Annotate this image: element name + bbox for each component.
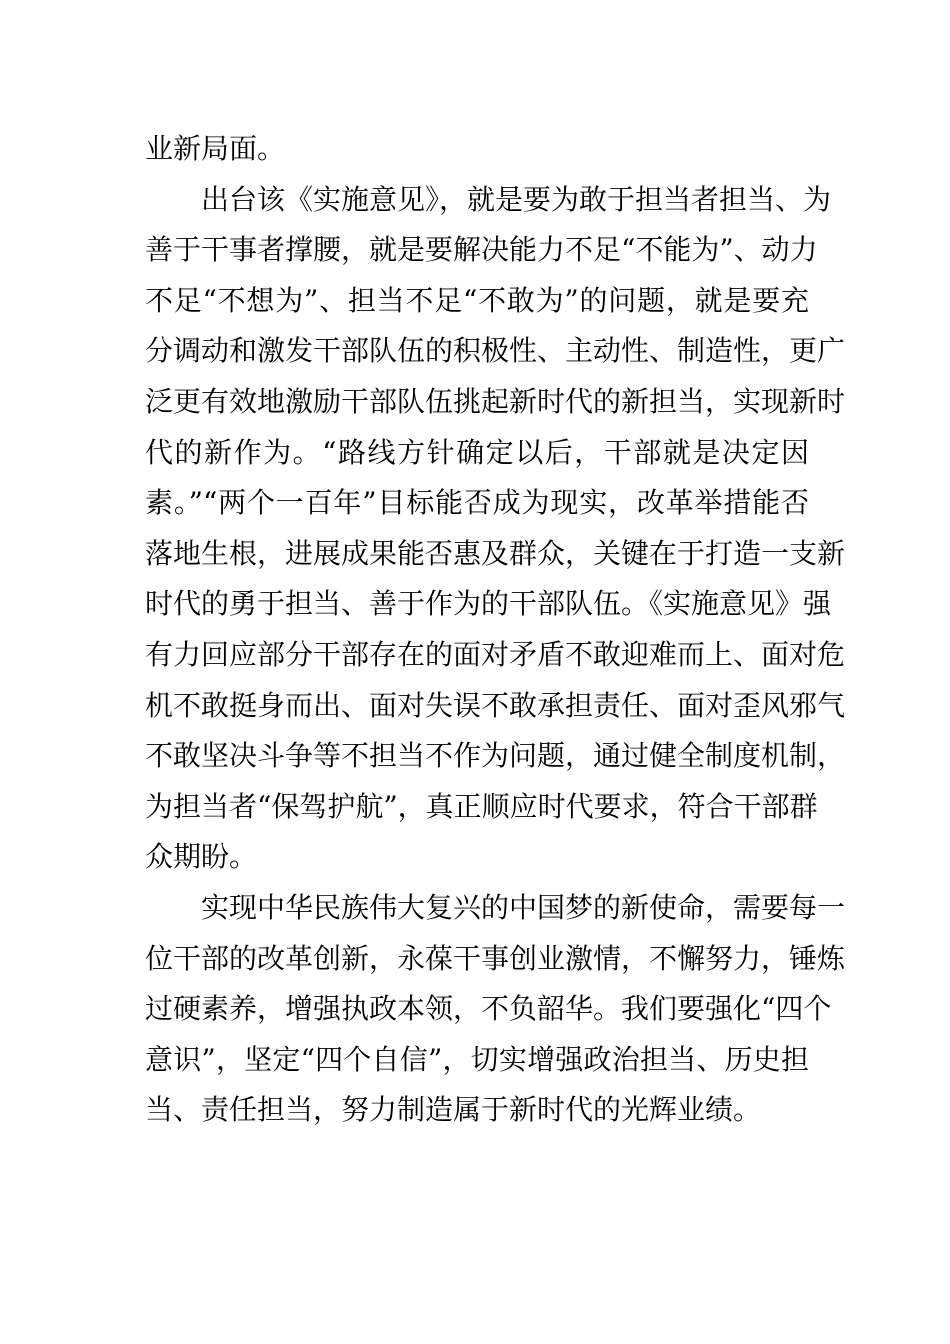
text-line-9: 落地生根，进展成果能否惠及群众，关键在于打造一支新 (145, 536, 846, 570)
text-line-10: 时代的勇于担当、善于作为的干部队伍。《实施意见》强 (145, 587, 832, 621)
text-line-14: 为担当者“保驾护航”，真正顺应时代要求，符合干部群 (145, 789, 818, 823)
text-line-3: 善于干事者撑腰，就是要解决能力不足“不能为”、动力 (145, 233, 818, 267)
text-line-1: 业新局面。 (145, 132, 286, 165)
text-line-18: 过硬素养，增强执政本领，不负韶华。我们要强化“四个 (145, 992, 832, 1026)
text-line-19: 意识”，坚定“四个自信”，切实增强政治担当、历史担 (145, 1042, 809, 1076)
text-line-5: 分调动和激发干部队伍的积极性、主动性、制造性，更广 (145, 334, 846, 368)
text-line-17: 位干部的改革创新，永葆干事创业激情，不懈努力，锤炼 (145, 941, 846, 975)
body-text (145, 124, 846, 1136)
text-line-15: 众期盼。 (145, 840, 258, 874)
text-line-12: 机不敢挺身而出、面对失误不敢承担责任、面对歪风邪气 (145, 688, 846, 722)
text-line-2-paragraph-start: 出台该《实施意见》，就是要为敢于担当者担当、为 (201, 182, 832, 216)
text-line-16-paragraph-start: 实现中华民族伟大复兴的中国梦的新使命，需要每一 (201, 890, 846, 924)
text-line-20: 当、责任担当，努力制造属于新时代的光辉业绩。 (145, 1093, 762, 1127)
text-line-7: 代的新作为。“路线方针确定以后，干部就是决定因 (145, 435, 809, 469)
text-line-11: 有力回应部分干部存在的面对矛盾不敢迎难而上、面对危 (145, 637, 846, 671)
text-line-6: 泛更有效地激励干部队伍挑起新时代的新担当，实现新时 (145, 384, 846, 418)
text-line-13: 不敢坚决斗争等不担当不作为问题，通过健全制度机制， (145, 739, 846, 773)
text-line-8: 素。”“两个一百年”目标能否成为现实，改革举措能否 (145, 486, 809, 520)
text-line-4: 不足“不想为”、担当不足“不敢为”的问题，就是要充 (145, 283, 809, 317)
